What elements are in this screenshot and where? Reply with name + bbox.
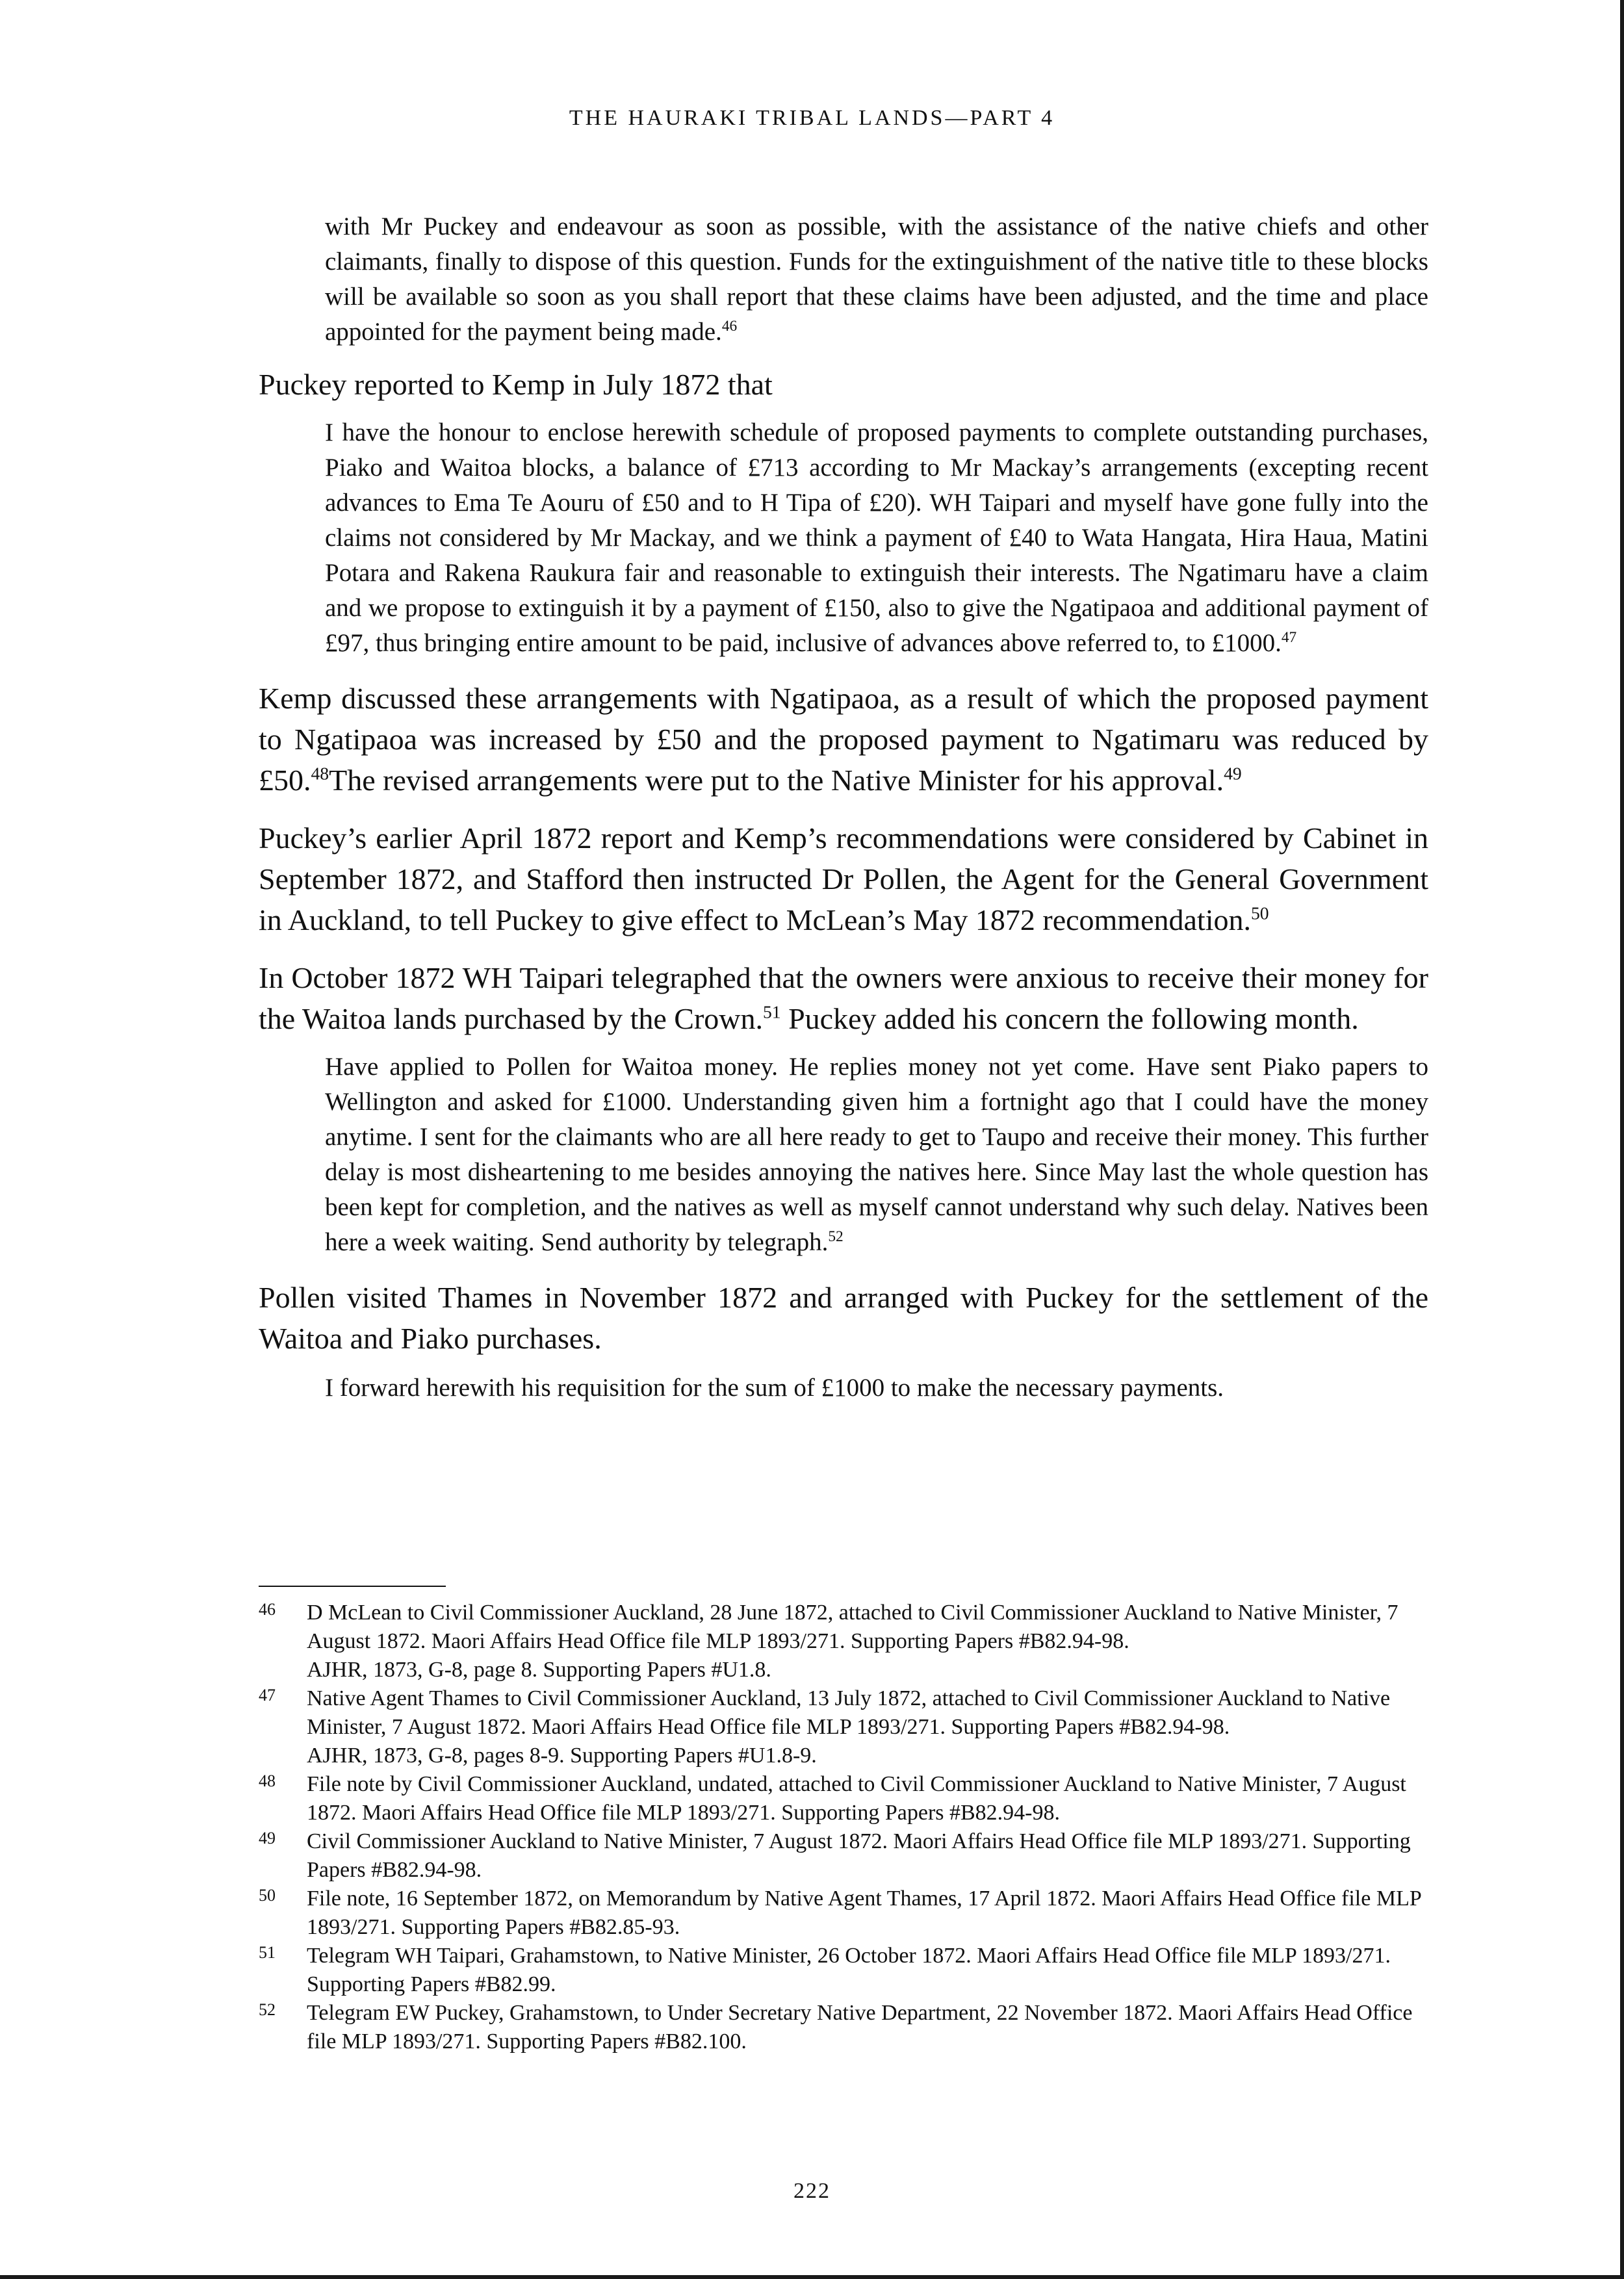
footnote-rule: [259, 1586, 446, 1587]
running-head: THE HAURAKI TRIBAL LANDS—PART 4: [569, 106, 1055, 130]
footnote-continuation: AJHR, 1873, G-8, pages 8-9. Supporting Papers #U1.8-9.: [307, 1744, 817, 1768]
block-quote-3: [325, 1049, 1428, 1260]
block-quote-4: I forward herewith his requisition for the sum of £1000 to make the necessary payments.: [325, 1374, 1224, 1402]
footnote-49: [259, 1827, 1435, 1885]
footnote-number: 47: [259, 1686, 276, 1705]
footnote-text: Telegram WH Taipari, Grahamstown, to Native Minister, 26 October 1872. Maori Affairs Head Office file MLP 1893/271. Supporting Papers #B82.99.: [307, 1944, 1391, 1996]
block-quote-3-text: Have applied to Pollen for Waitoa money. He replies money not yet come. Have sent Piako papers to Wellington and asked for £1000. Understanding given him a fortnight ago that I could have the money anytime. I sent for the claimants who are all here ready to get to Taupo and receive their money. This further delay is most disheartening to me besides annoying the natives here. Since May last the whole question has been kept for completion, and the natives as well as myself cannot understand why such delay. Natives been here a week waiting. Send authority by telegraph.: [325, 1053, 1428, 1256]
footnote-number: 52: [259, 2000, 276, 2019]
footnote-text: D McLean to Civil Commissioner Auckland, 28 June 1872, attached to Civil Commissioner Auckland to Native Minister, 7 August 1872. Maori Affairs Head Office file MLP 1893/271. Supporting Papers #B82.94-98.: [307, 1601, 1398, 1653]
footnote-text: File note by Civil Commissioner Auckland, undated, attached to Civil Commissioner Auckland to Native Minister, 7 August 1872. Maori Affairs Head Office file MLP 1893/271. Supporting Papers #B82.94-98.: [307, 1772, 1406, 1825]
body-paragraph-4: [259, 957, 1428, 1039]
footnote-ref-46: 46: [721, 318, 738, 335]
body-paragraph-1: Puckey reported to Kemp in July 1872 that: [259, 368, 773, 401]
page-number: 222: [793, 2179, 831, 2203]
footnote-text: Native Agent Thames to Civil Commissioner Auckland, 13 July 1872, attached to Civil Commissioner Auckland to Native Minister, 7 August 1872. Maori Affairs Head Office file MLP 1893/271. Supporting Papers #B82.94-98.: [307, 1686, 1391, 1739]
footnote-ref-48: 48: [311, 763, 329, 784]
block-quote-2-text: I have the honour to enclose herewith schedule of proposed payments to complete outstanding purchases, Piako and Waitoa blocks, a balance of £713 according to Mr Mackay’s arrangements (excepting recent advances to Ema Te Aouru of £50 and to H Tipa of £20). WH Taipari and myself have gone fully into the claims not considered by Mr Mackay, and we think a payment of £40 to Wata Hangata, Hira Haua, Matini Potara and Rakena Raukura fair and reasonable to extinguish their interests. The Ngatimaru have a claim and we propose to extinguish it by a payment of £150, also to give the Ngatipaoa and additional payment of £97, thus bringing entire amount to be paid, inclusive of advances above referred to, to £1000.: [325, 418, 1428, 657]
footnotes: [259, 1599, 1435, 2056]
footnote-ref-47: 47: [1281, 629, 1297, 646]
footnote-52: [259, 1999, 1435, 2056]
body-paragraph-2-text-a: Kemp discussed these arrangements with Ngatipaoa, as a result of which the proposed payment to Ngatipaoa was increased by £50 and the proposed payment to Ngatimaru was reduced by £50.: [259, 682, 1428, 797]
footnote-continuation: AJHR, 1873, G-8, page 8. Supporting Papers #U1.8.: [307, 1658, 771, 1682]
body-paragraph-4-text-a: In October 1872 WH Taipari telegraphed that the owners were anxious to receive their money for the Waitoa lands purchased by the Crown.: [259, 961, 1428, 1035]
footnote-number: 49: [259, 1829, 276, 1848]
footnote-47: [259, 1684, 1435, 1742]
footnote-number: 48: [259, 1771, 276, 1790]
block-quote-1-text: with Mr Puckey and endeavour as soon as possible, with the assistance of the native chiefs and other claimants, finally to dispose of this question. Funds for the extinguishment of the native title to these blocks will be available so soon as you shall report that these claims have been adjusted, and the time and place appointed for the payment being made.: [325, 212, 1428, 346]
page-frame-bottom: [0, 2275, 1624, 2279]
body-paragraph-2-text-b: The revised arrangements were put to the Native Minister for his approval.: [329, 764, 1224, 797]
footnote-text: Telegram EW Puckey, Grahamstown, to Under Secretary Native Department, 22 November 1872. Maori Affairs Head Office file MLP 1893/271. Supporting Papers #B82.100.: [307, 2001, 1413, 2054]
block-quote-1: [325, 209, 1428, 350]
footnote-text: File note, 16 September 1872, on Memorandum by Native Agent Thames, 17 April 1872. Maori Affairs Head Office file MLP 1893/271. Supporting Papers #B82.85-93.: [307, 1886, 1421, 1939]
footnote-ref-50: 50: [1250, 903, 1269, 923]
footnote-number: 50: [259, 1886, 276, 1905]
body-paragraph-3: [259, 818, 1428, 940]
block-quote-2: [325, 415, 1428, 661]
body-paragraph-3-text: Puckey’s earlier April 1872 report and Kemp’s recommendations were considered by Cabinet in September 1872, and Stafford then instructed Dr Pollen, the Agent for the General Government in Auckland, to tell Puckey to give effect to McLean’s May 1872 recommendation.: [259, 821, 1428, 936]
body-paragraph-4-text-b: Puckey added his concern the following month.: [780, 1002, 1359, 1035]
page-frame-right: [1620, 0, 1624, 2279]
footnote-50: [259, 1885, 1435, 1942]
footnote-text: Civil Commissioner Auckland to Native Minister, 7 August 1872. Maori Affairs Head Office file MLP 1893/271. Supporting Papers #B82.94-98.: [307, 1829, 1411, 1882]
body-paragraph-5: Pollen visited Thames in November 1872 and arranged with Puckey for the settlement of the Waitoa and Piako purchases.: [259, 1281, 1428, 1355]
footnote-ref-49: 49: [1224, 763, 1242, 784]
footnote-51: [259, 1942, 1435, 1999]
footnote-ref-52: 52: [828, 1228, 844, 1245]
footnote-number: 51: [259, 1943, 276, 1962]
footnote-number: 46: [259, 1600, 276, 1619]
footnote-46: [259, 1599, 1435, 1656]
footnote-48: [259, 1770, 1435, 1827]
footnote-ref-51: 51: [762, 1001, 781, 1022]
page-content: [259, 209, 1428, 1406]
body-paragraph-2: [259, 678, 1428, 801]
